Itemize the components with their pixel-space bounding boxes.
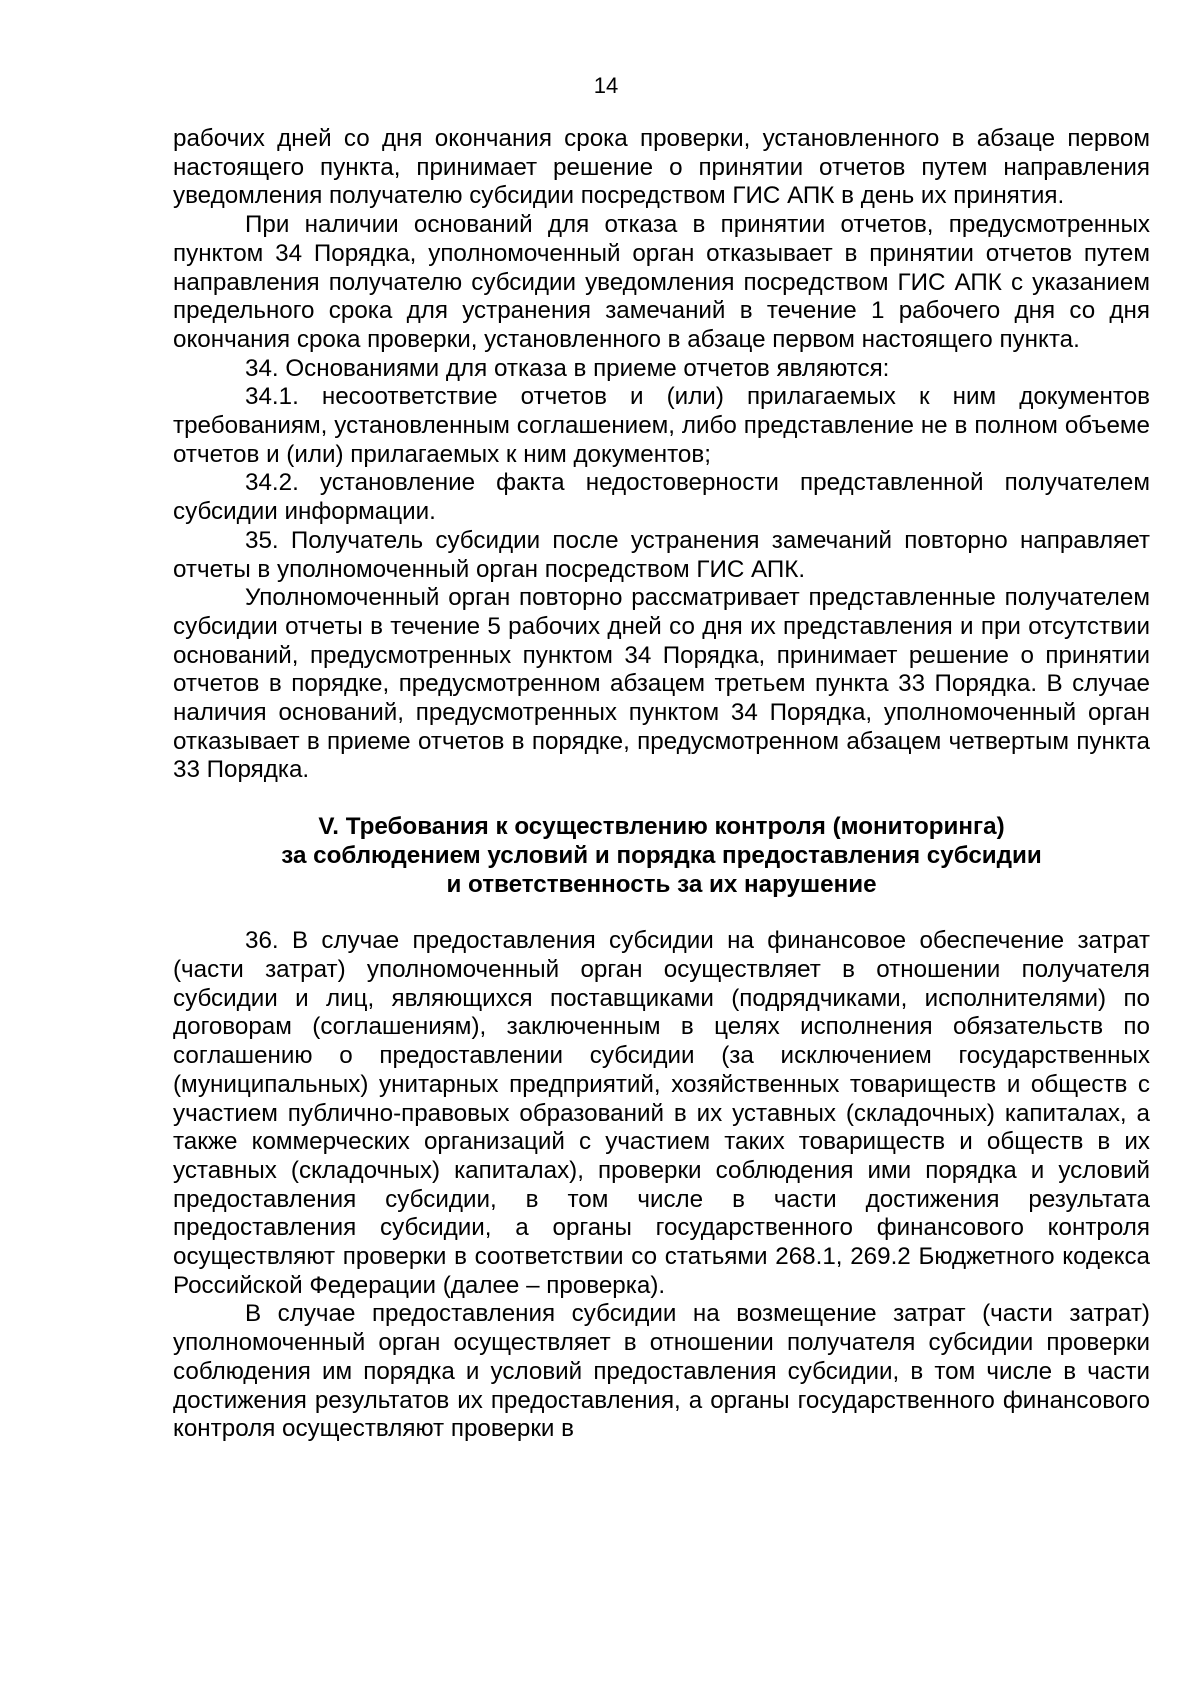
paragraph: Уполномоченный орган повторно рассматривает представленные получателем субсидии отчеты в течение 5 рабочих дней со дня их представления и при отсутствии оснований, предусмотренных пунктом 34 Порядка, принимает решение о принятии отчетов в порядке, предусмотренном абзацем третьем пункта 33 Порядка. В случае наличия оснований, предусмотренных пунктом 34 Порядка, уполномоченный орган отказывает в приеме отчетов в порядке, предусмотренном абзацем четвертым пункта 33 Порядка.	[173, 584, 1150, 784]
document-body	[173, 125, 1150, 1444]
page-number: 14	[593, 73, 619, 98]
paragraph: рабочих дней со дня окончания срока проверки, установленного в абзаце первом настоящего пункта, принимает решение о принятии отчетов путем направления уведомления получателю субсидии посредством ГИС АПК в день их принятия.	[173, 125, 1150, 210]
section-heading-line: V. Требования к осуществлению контроля (мониторинга)	[318, 813, 1005, 841]
section-heading-line: и ответственность за их нарушение	[446, 870, 877, 898]
paragraph: 35. Получатель субсидии после устранения замечаний повторно направляет отчеты в уполномоченный орган посредством ГИС АПК.	[173, 526, 1150, 583]
section-heading-line: за соблюдением условий и порядка предоставления субсидии	[281, 841, 1042, 869]
paragraph: В случае предоставления субсидии на возмещение затрат (части затрат) уполномоченный орган осуществляет в отношении получателя субсидии проверки соблюдения им порядка и условий предоставления субсидии, в том числе в части достижения результатов их предоставления, а органы государственного финансового контроля осуществляют проверки в	[173, 1300, 1150, 1443]
section-heading	[173, 785, 1150, 927]
paragraph: 34.2. установление факта недостоверности представленной получателем субсидии информации.	[173, 469, 1150, 526]
paragraph: 36. В случае предоставления субсидии на финансовое обеспечение затрат (части затрат) уполномоченный орган осуществляет в отношении получателя субсидии и лиц, являющихся поставщиками (подрядчиками, исполнителями) по договорам (соглашениям), заключенным в целях исполнения обязательств по соглашению о предоставлении субсидии (за исключением государственных (муниципальных) унитарных предприятий, хозяйственных товариществ и обществ с участием публично-правовых образований в их уставных (складочных) капиталах, а также коммерческих организаций с участием таких товариществ и обществ в их уставных (складочных) капиталах), проверки соблюдения ими порядка и условий предоставления субсидии, в том числе в части достижения результата предоставления субсидии, а органы государственного финансового контроля осуществляют проверки в соответствии со статьями 268.1, 269.2 Бюджетного кодекса Российской Федерации (далее – проверка).	[173, 927, 1150, 1299]
paragraph: При наличии оснований для отказа в принятии отчетов, предусмотренных пунктом 34 Порядка, уполномоченный орган отказывает в принятии отчетов путем направления получателю субсидии уведомления посредством ГИС АПК с указанием предельного срока для устранения замечаний в течение 1 рабочего дня со дня окончания срока проверки, установленного в абзаце первом настоящего пункта.	[173, 211, 1150, 353]
paragraph: 34. Основаниями для отказа в приеме отчетов являются:	[245, 354, 890, 382]
paragraph: 34.1. несоответствие отчетов и (или) прилагаемых к ним документов требованиям, установленным соглашением, либо представление не в полном объеме отчетов и (или) прилагаемых к ним документов;	[173, 383, 1150, 468]
